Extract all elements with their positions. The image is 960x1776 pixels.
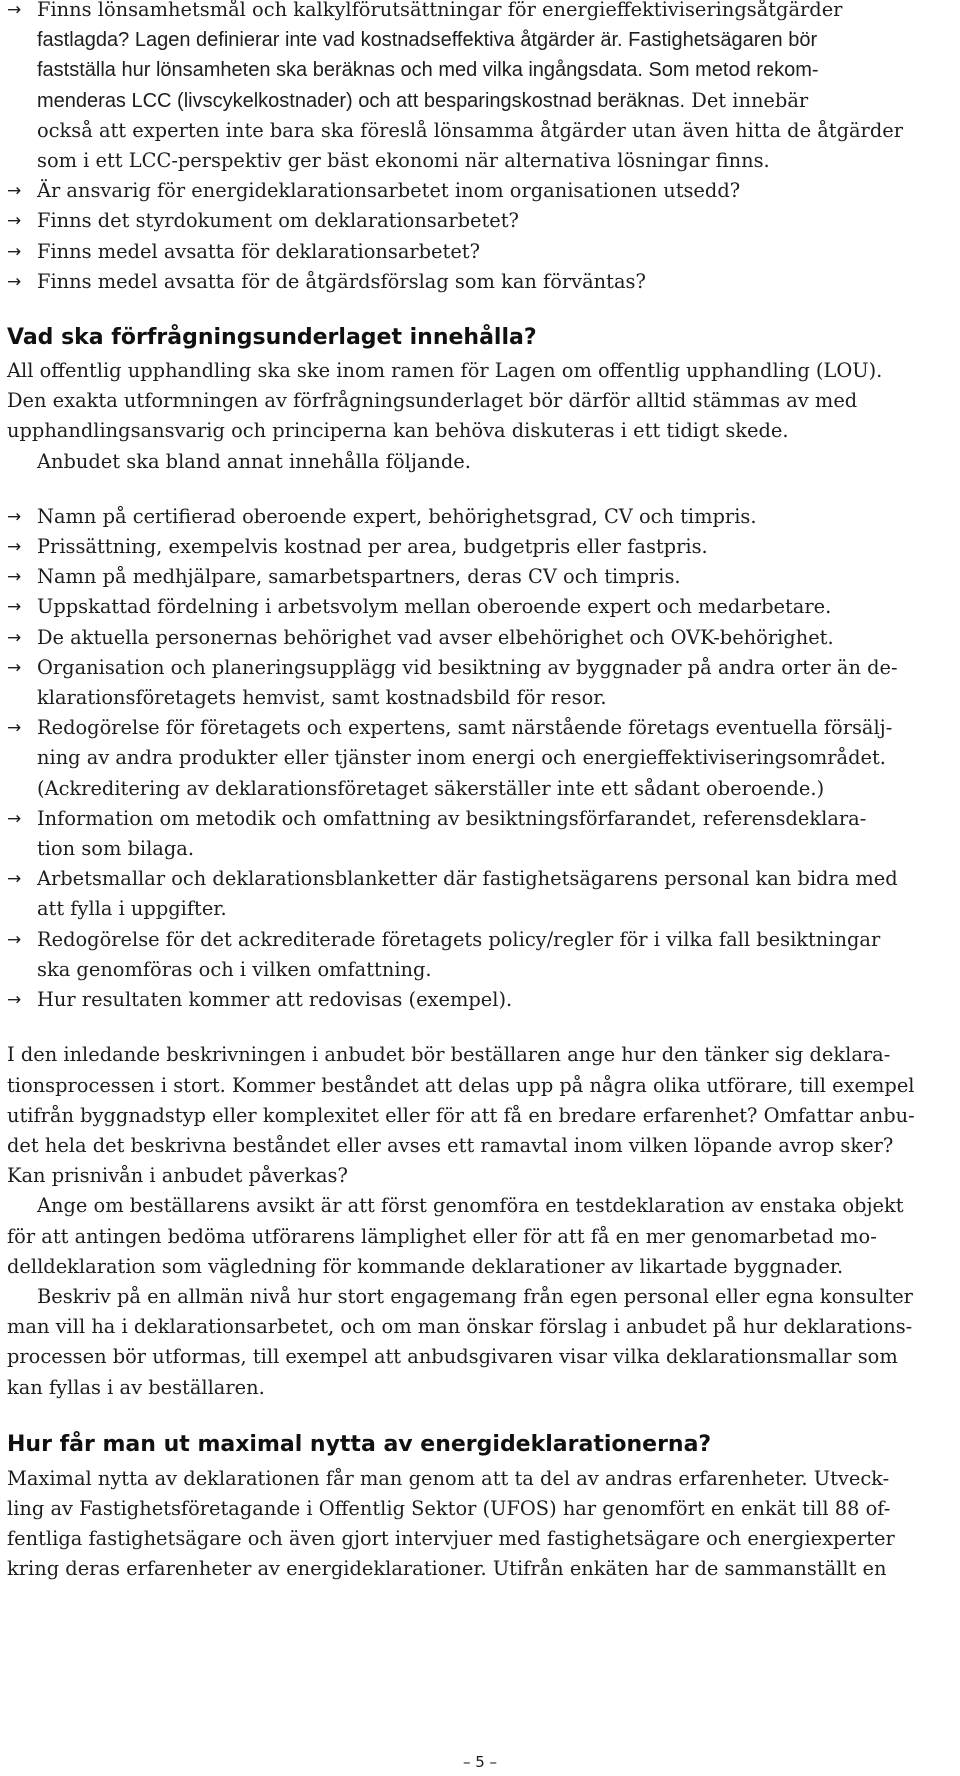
text-line: → Prissättning, exempelvis kostnad per area, budgetpris eller fastpris.: [37, 535, 708, 559]
list-item: [7, 985, 952, 1015]
text-line: ska genomföras och i vilken omfattning.: [37, 957, 432, 981]
anbud-requirement-list: [7, 502, 952, 1015]
text-line: → Namn på certifierad oberoende expert, behörighetsgrad, CV och timpris.: [37, 504, 757, 528]
text-line: → Redogörelse för företagets och expertens, samt närstående företags eventuella försälj-: [37, 716, 893, 740]
text-line: I den inledande beskrivningen i anbudet bör beställaren ange hur den tänker sig deklara-: [7, 1043, 891, 1067]
paragraph-anbud-intro: Anbudet ska bland annat innehålla följande.: [37, 449, 471, 473]
bullet-medel-deklaration: → Finns medel avsatta för deklarationsarbetet?: [7, 237, 952, 267]
text-line: ning av andra produkter eller tjänster inom energi och energieffektiviseringsområdet.: [37, 746, 886, 770]
text-line: tionsprocessen i stort. Kommer beståndet att delas upp på några olika utförare, till exempel: [7, 1073, 915, 1097]
text-line: → Organisation och planeringsupplägg vid besiktning av byggnader på andra orter än de-: [37, 655, 898, 679]
text-line: fastställa hur lönsamheten ska beräknas och med vilka ingångsdata. Som metod rekom-: [37, 59, 819, 82]
paragraph-engagemang: [7, 1282, 952, 1403]
bullet-medel-atgard: → Finns medel avsatta för de åtgärdsförslag som kan förväntas?: [7, 267, 952, 297]
text-line: [37, 86, 952, 116]
list-item: [7, 592, 952, 622]
text-line: → Information om metodik och omfattning av besiktningsförfarandet, referensdeklara-: [37, 806, 867, 830]
text-line: upphandlingsansvarig och principerna kan behöva diskuteras i ett tidigt skede.: [7, 419, 789, 443]
heading-maximal-nytta: Hur får man ut maximal nytta av energideklarationerna?: [7, 1431, 712, 1457]
text-line: kring deras erfarenheter av energideklarationer. Utifrån enkäten har de sammanställt en: [7, 1557, 887, 1581]
text-line: → Finns lönsamhetsmål och kalkylförutsättningar för energieffektiviseringsåtgärder: [37, 0, 843, 21]
text-line: → Uppskattad fördelning i arbetsvolym mellan oberoende expert och medarbetare.: [37, 595, 832, 619]
heading-forfragningsunderlag: Vad ska förfrågningsunderlaget innehålla?: [7, 325, 537, 351]
text-line: → De aktuella personernas behörighet vad avser elbehörighet och OVK-behörighet.: [37, 625, 834, 649]
text-line: tion som bilaga.: [37, 837, 195, 861]
list-item: [7, 713, 952, 804]
text-line: att fylla i uppgifter.: [37, 897, 227, 921]
text-line: ling av Fastighetsföretagande i Offentlig Sektor (UFOS) har genomfört en enkät till 88 of-: [7, 1496, 891, 1520]
text-line: Den exakta utformningen av förfrågningsunderlaget bör därför alltid stämmas av med: [7, 389, 858, 413]
bullet-lonsamhetsmal: [7, 0, 952, 176]
text-line: → Hur resultaten kommer att redovisas (exempel).: [37, 988, 513, 1012]
text-line: Maximal nytta av deklarationen får man genom att ta del av andras erfarenheter. Utveck-: [7, 1466, 890, 1490]
text-line: (Ackreditering av deklarationsföretaget säkerställer inte ett sådant oberoende.): [37, 776, 825, 800]
paragraph-testdeklaration: [7, 1191, 952, 1282]
list-item: [7, 562, 952, 592]
text-line: som i ett LCC-perspektiv ger bäst ekonomi när alternativa lösningar finns.: [37, 149, 770, 173]
list-item: [7, 532, 952, 562]
paragraph-inledande: [7, 1040, 952, 1191]
list-item: [7, 653, 952, 713]
text-line: kan fyllas i av beställaren.: [7, 1375, 265, 1399]
list-item: [7, 925, 952, 985]
text-line: klarationsföretagets hemvist, samt kostnadsbild för resor.: [37, 686, 607, 710]
bullet-styrdokument: → Finns det styrdokument om deklarationsarbetet?: [7, 206, 952, 236]
text-line: delldeklaration som vägledning för kommande deklarationer av likartade byggnader.: [7, 1254, 844, 1278]
text-line: processen bör utformas, till exempel att anbudsgivaren visar vilka deklarationsmallar som: [7, 1345, 898, 1369]
bullet-ansvarig: → Är ansvarig för energideklarationsarbetet inom organisationen utsedd?: [7, 176, 952, 206]
list-item: [7, 502, 952, 532]
paragraph-ufos: [7, 1464, 952, 1585]
text-line: för att antingen bedöma utförarens lämplighet eller för att få en mer genomarbetad mo-: [7, 1224, 877, 1248]
text-line: All offentlig upphandling ska ske inom ramen för Lagen om offentlig upphandling (LOU).: [7, 359, 883, 383]
text-line: Beskriv på en allmän nivå hur stort engagemang från egen personal eller egna konsulter: [37, 1284, 913, 1308]
text-line: → Arbetsmallar och deklarationsblanketter där fastighetsägarens personal kan bidra med: [37, 867, 898, 891]
text-line: det hela det beskrivna beståndet eller avses ett ramavtal inom vilken löpande avrop sker?: [7, 1133, 894, 1157]
page-content: [7, 0, 952, 1585]
text-line: också att experten inte bara ska föreslå lönsamma åtgärder utan även hitta de åtgärder: [37, 118, 903, 142]
page-number: – 5 –: [462, 1753, 498, 1771]
text-line: utifrån byggnadstyp eller komplexitet eller för att få en bredare erfarenhet? Omfattar anbu-: [7, 1103, 915, 1127]
text-span: menderas LCC (livscykelkostnader) och att besparingskostnad beräknas.: [37, 89, 686, 112]
text-span: Det innebär: [685, 88, 809, 112]
list-item: [7, 864, 952, 924]
text-line: Kan prisnivån i anbudet påverkas?: [7, 1164, 348, 1188]
text-line: → Redogörelse för det ackrediterade företagets policy/regler för i vilka fall besiktningar: [37, 927, 881, 951]
text-line: fastlagda? Lagen definierar inte vad kostnadseffektiva åtgärder är. Fastighetsägaren bör: [37, 29, 818, 52]
list-item: [7, 623, 952, 653]
text-line: Ange om beställarens avsikt är att först genomföra en testdeklaration av enstaka objekt: [37, 1194, 904, 1218]
text-line: man vill ha i deklarationsarbetet, och om man önskar förslag i anbudet på hur deklarations-: [7, 1315, 913, 1339]
paragraph-lou: [7, 356, 952, 447]
list-item: [7, 804, 952, 864]
text-line: fentliga fastighetsägare och även gjort intervjuer med fastighetsägare och energiexperter: [7, 1527, 895, 1551]
text-line: → Namn på medhjälpare, samarbetspartners, deras CV och timpris.: [37, 565, 681, 589]
